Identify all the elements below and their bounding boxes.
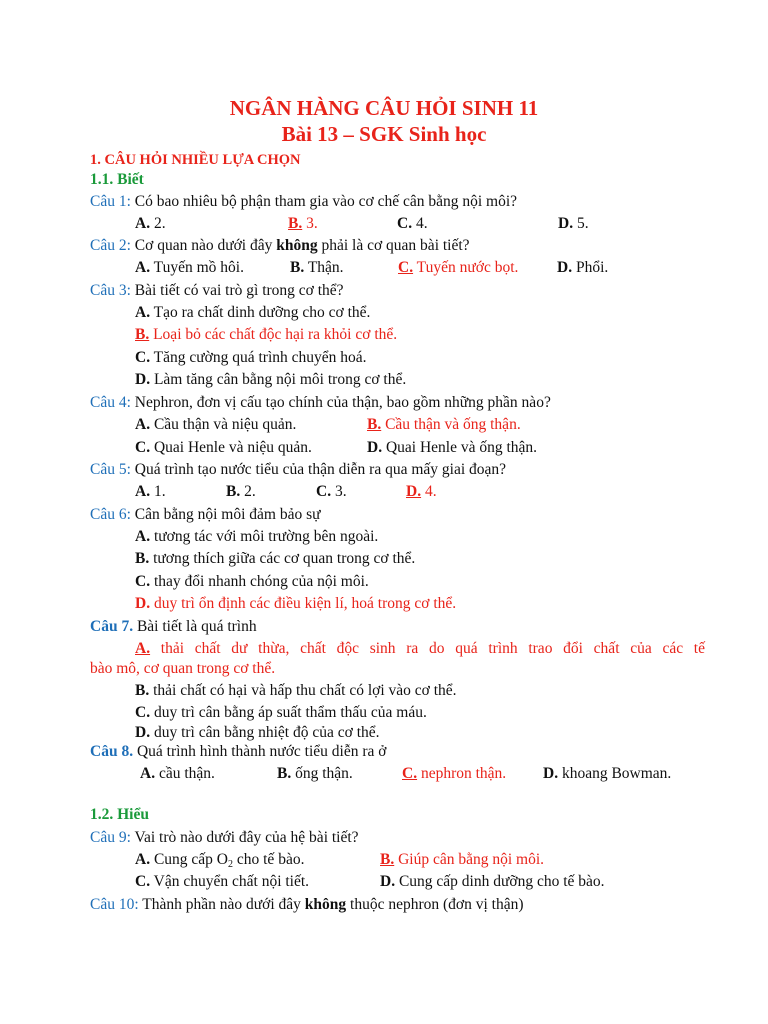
option-a: A. 2. <box>135 215 166 232</box>
option-d: D. 5. <box>558 215 589 232</box>
option-c: C. duy trì cân bằng áp suất thẩm thấu của máu. <box>135 704 427 721</box>
option-c: C. thay đổi nhanh chóng của nội môi. <box>135 573 369 590</box>
question-7: Câu 7. Bài tiết là quá trình <box>90 618 257 635</box>
option-a: A. tương tác với môi trường bên ngoài. <box>135 528 379 545</box>
option-a: A. Tuyến mồ hôi. <box>135 259 244 276</box>
section-heading: 1. CÂU HỎI NHIỀU LỰA CHỌN <box>90 152 301 168</box>
option-a-correct: A. thải chất dư thừa, chất độc sinh ra do quá trình trao đổi chất của các tế <box>135 640 705 657</box>
option-b: B. ống thận. <box>277 765 353 782</box>
subsection-heading-biet: 1.1. Biết <box>90 171 144 188</box>
option-a-continuation: bào mô, cơ quan trong cơ thể. <box>90 660 276 677</box>
option-b-correct: B. Giúp cân bằng nội môi. <box>380 851 545 868</box>
option-d-correct: D. duy trì ổn định các điều kiện lí, hoá trong cơ thể. <box>135 595 457 612</box>
option-d: D. Quai Henle và ống thận. <box>367 439 538 456</box>
option-a: A. Cầu thận và niệu quản. <box>135 416 297 433</box>
option-c: C. 3. <box>316 483 347 500</box>
option-b: B. tương thích giữa các cơ quan trong cơ thể. <box>135 550 416 567</box>
question-4: Câu 4: Nephron, đơn vị cấu tạo chính của thận, bao gồm những phần nào? <box>90 394 551 411</box>
option-b-correct: B. Cầu thận và ống thận. <box>367 416 521 433</box>
document-title: NGÂN HÀNG CÂU HỎI SINH 11 <box>229 96 539 120</box>
question-label: Câu 1: <box>90 193 131 210</box>
document-subtitle: Bài 13 – SGK Sinh học <box>281 122 487 146</box>
question-5: Câu 5: Quá trình tạo nước tiểu của thận diễn ra qua mấy giai đoạn? <box>90 461 507 478</box>
option-d-correct: D. 4. <box>406 483 437 500</box>
question-text: Có bao nhiêu bộ phận tham gia vào cơ chế cân bằng nội môi? <box>130 193 518 210</box>
option-c: C. 4. <box>397 215 428 232</box>
option-c: C. Quai Henle và niệu quản. <box>135 439 312 456</box>
option-a: A. Tạo ra chất dinh dưỡng cho cơ thể. <box>135 304 371 321</box>
option-c: C. Tăng cường quá trình chuyển hoá. <box>135 349 367 366</box>
option-d: D. khoang Bowman. <box>543 765 672 782</box>
option-b: B. thải chất có hại và hấp thu chất có lợi vào cơ thể. <box>135 682 457 699</box>
option-d: D. Phổi. <box>557 259 609 276</box>
option-a: A. cầu thận. <box>140 765 215 782</box>
question-8: Câu 8. Quá trình hình thành nước tiểu diễn ra ở <box>90 743 387 760</box>
option-b-correct: B. Loại bỏ các chất độc hại ra khỏi cơ thể. <box>135 326 398 343</box>
option-d: D. Cung cấp dinh dưỡng cho tế bào. <box>380 873 605 890</box>
option-b: B. Thận. <box>290 259 344 276</box>
question-9: Câu 9: Vai trò nào dưới đây của hệ bài tiết? <box>90 829 359 846</box>
option-b-correct: B. 3. <box>288 215 318 232</box>
option-c: C. Vận chuyển chất nội tiết. <box>135 873 310 890</box>
option-c-correct: C. Tuyến nước bọt. <box>398 259 519 276</box>
question-2: Câu 2: Cơ quan nào dưới đây không phải là cơ quan bài tiết? <box>90 237 470 254</box>
option-d: D. Làm tăng cân bằng nội môi trong cơ thể. <box>135 371 407 388</box>
question-6: Câu 6: Cân bằng nội môi đảm bảo sự <box>90 506 321 523</box>
option-b: B. 2. <box>226 483 256 500</box>
question-10: Câu 10: Thành phần nào dưới đây không thuộc nephron (đơn vị thận) <box>90 896 524 913</box>
option-a: A. 1. <box>135 483 166 500</box>
question-3: Câu 3: Bài tiết có vai trò gì trong cơ thể? <box>90 282 344 299</box>
subsection-heading-hieu: 1.2. Hiểu <box>90 806 149 823</box>
option-a: A. Cung cấp $O_2$ cho tế bào. <box>135 851 305 870</box>
question-1 <box>90 192 517 212</box>
option-d: D. duy trì cân bằng nhiệt độ của cơ thể. <box>135 724 380 741</box>
option-c-correct: C. nephron thận. <box>402 765 507 782</box>
